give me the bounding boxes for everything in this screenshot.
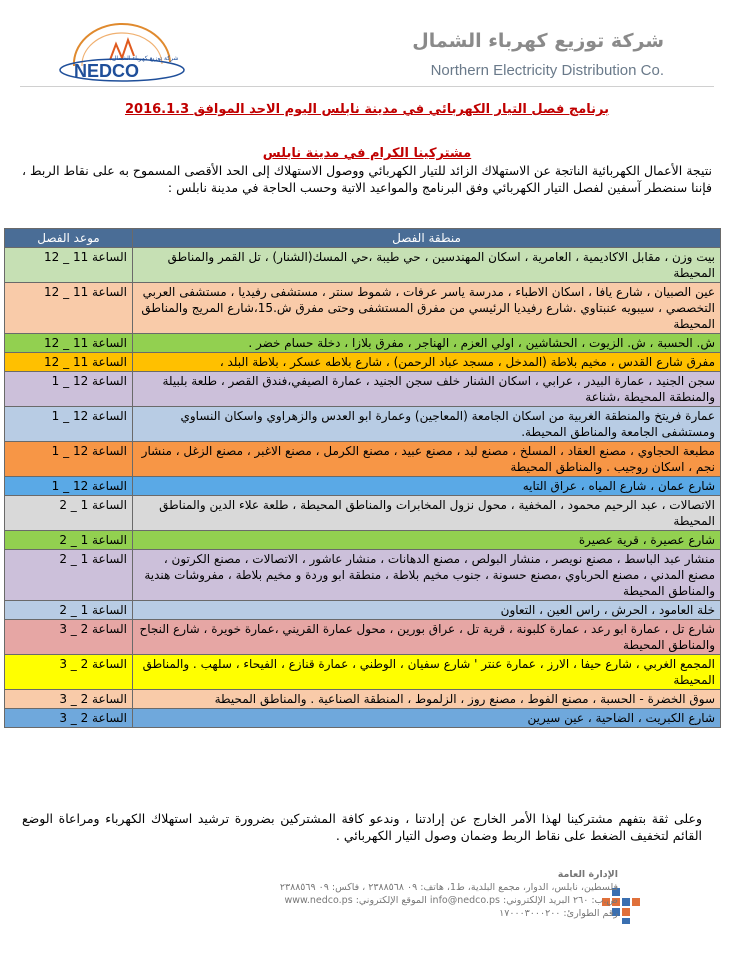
cell-time: الساعة 2 _ 3 (5, 709, 133, 728)
closing-paragraph: وعلى ثقة بتفهم مشتركينا لهذا الأمر الخارج عن إرادتنا ، وندعو كافة المشتركين بضرورة ترشيد استهلاك الكهرباء ومراعاة الوضع القائم لتخفيف الضغط على نقاط الربط وضمان وصول التيار الكهربائي . (22, 811, 702, 843)
page-title: برنامج فصل التيار الكهربائي في مدينة نابلس اليوم الاحد الموافق 2016.1.3 (124, 102, 609, 117)
cell-time: الساعة 2 _ 3 (5, 620, 133, 655)
footer-label: الإدارة العامة (557, 869, 618, 880)
outage-schedule-table (4, 228, 721, 728)
table-row (5, 442, 721, 477)
cell-area: سجن الجنيد ، عمارة البيدر ، عرابي ، اسكان الشنار خلف سجن الجنيد ، عمارة الصيفي،فندق القصر ، طلعة بلبيلة والمنطقة المحيطة ،شناعة (133, 372, 721, 407)
table-row (5, 477, 721, 496)
svg-text:شركة توزيع كهرباء الشمال: شركة توزيع كهرباء الشمال (112, 55, 179, 62)
cell-area: شارع الكبريت ، الضاحية ، عين سيرين (133, 709, 721, 728)
cell-time: الساعة 11 _ 12 (5, 283, 133, 334)
company-name-arabic: شركة توزيع كهرباء الشمال (412, 30, 664, 52)
table-row (5, 531, 721, 550)
table-row (5, 353, 721, 372)
table-row (5, 248, 721, 283)
table-row (5, 655, 721, 690)
cell-time: الساعة 12 _ 1 (5, 477, 133, 496)
footer-contact: ص.ب: ٢٦٠ البريد الإلكتروني: info@nedco.ps الموقع الإلكتروني: www.nedco.ps (284, 895, 618, 906)
cell-time: الساعة 2 _ 3 (5, 655, 133, 690)
cell-time: الساعة 1 _ 2 (5, 550, 133, 601)
footer-address: فلسطين، نابلس، الدوار، مجمع البلدية، ط1، هاتف: ٠٩ ٢٣٨٨٥٦٨ ، فاكس: ٠٩ ٢٣٨٨٥٦٩ (279, 882, 618, 893)
footer-emergency: رقم الطوارئ: ١٧٠٠٠٣٠٠٠٢٠٠ (499, 908, 618, 919)
cell-area: شارع عصيرة ، قرية عصيرة (133, 531, 721, 550)
table-row (5, 496, 721, 531)
cell-area: الاتصالات ، عبد الرحيم محمود ، المخفية ، محول نزول المخابرات والمناطق المحيطة ، طلعة علاء الدين والمناطق المحيطة (133, 496, 721, 531)
cell-time: الساعة 1 _ 2 (5, 531, 133, 550)
cell-time: الساعة 12 _ 1 (5, 372, 133, 407)
cell-area: مطبعة الحجاوي ، مصنع العقاد ، المسلخ ، مصنع لبد ، مصنع عبيد ، مصنع الكرمل ، مصنع الاغبر ، مصنع الزغل ، منشار نجم ، اسكان روجيب . والمناطق المحيطة (133, 442, 721, 477)
footer-contact-block (178, 868, 618, 920)
table-row (5, 709, 721, 728)
table-row (5, 334, 721, 353)
table-row (5, 620, 721, 655)
cell-area: منشار عبد الباسط ، مصنع نويصر ، منشار البولص ، مصنع الدهانات ، منشار عاشور ، الاتصالات ، مصنع الكرتون ، مصنع المدني ، مصنع الحرباوي ،مصنع حسونة ، جنوب مخيم بلاطة ، منطقة ابو وردة و مخيم بلاطة ، مفروشات هندية والمناطق المحيطة (133, 550, 721, 601)
header-time: موعد الفصل (5, 229, 133, 248)
cell-area: المجمع الغربي ، شارع حيفا ، الارز ، عمارة عنتر ' شارع سفيان ، الوطني ، عمارة قنازع ، الفيحاء ، سلهب . والمناطق المحيطة (133, 655, 721, 690)
cell-area: مفرق شارع القدس ، مخيم بلاطة (المدخل ، مسجد عباد الرحمن) ، شارع بلاطه عسكر ، بلاطة البلد ، (133, 353, 721, 372)
cell-time: الساعة 11 _ 12 (5, 334, 133, 353)
cell-area: ش. الحسبة ، ش. الزيوت ، الحشاشين ، اولي العزم ، الهناجر ، مفرق بلازا ، دخلة حسام خضر . (133, 334, 721, 353)
cell-area: سوق الخضرة - الحسبة ، مصنع الفوط ، مصنع روز ، الزلموط ، المنطقة الصناعية . والمناطق المحيطة (133, 690, 721, 709)
greeting-heading: مشتركينا الكرام في مدينة نابلس (262, 146, 472, 161)
company-name-english: Northern Electricity Distribution Co. (430, 62, 664, 79)
cell-area: خلة العامود ، الحرش ، راس العين ، التعاون (133, 601, 721, 620)
table-header-row (5, 229, 721, 248)
table-row (5, 601, 721, 620)
cell-area: بيت وزن ، مقابل الاكاديمية ، العامرية ، اسكان المهندسين ، حي طيبة ،حي المسك(الشنار) ، تل القمر والمناطق المحيطة (133, 248, 721, 283)
cell-time: الساعة 1 _ 2 (5, 496, 133, 531)
cell-area: شارع عمان ، شارع المياه ، عراق التايه (133, 477, 721, 496)
header-area: منطقة الفصل (133, 229, 721, 248)
cell-time: الساعة 12 _ 1 (5, 442, 133, 477)
cell-time: الساعة 11 _ 12 (5, 248, 133, 283)
svg-text:NEDCO: NEDCO (74, 61, 140, 81)
table-row (5, 407, 721, 442)
cell-time: الساعة 1 _ 2 (5, 601, 133, 620)
table-row (5, 550, 721, 601)
header-divider (20, 86, 714, 87)
cell-time: الساعة 11 _ 12 (5, 353, 133, 372)
cell-time: الساعة 12 _ 1 (5, 407, 133, 442)
table-row (5, 283, 721, 334)
cell-time: الساعة 2 _ 3 (5, 690, 133, 709)
cell-area: شارع تل ، عمارة ابو رعد ، عمارة كلبونة ، قرية تل ، عراق بورين ، محول عمارة القريني ،عمارة خويرة ، شارع النجاح والمناطق المحيطة (133, 620, 721, 655)
cell-area: عمارة فريتخ والمنطقة الغربية من اسكان الجامعة (المعاجين) وعمارة ابو العدس والزهراوي واسكان النساوي ومستشفى الجامعة والمناطق المحيطة. (133, 407, 721, 442)
table-row (5, 372, 721, 407)
nedco-logo (52, 22, 202, 84)
table-row (5, 690, 721, 709)
cell-area: عين الصبيان ، شارع يافا ، اسكان الاطباء ، مدرسة ياسر عرفات ، شموط سنتر ، مستشفى رفيديا ، مستشفى العربي التخصصي ، سيبويه عنبتاوي .شارع رفيديا الرئيسي من مفرق المستشفى وحتى مفرق ش.15،شارع المريج والمناطق المحيطة (133, 283, 721, 334)
intro-paragraph: نتيجة الأعمال الكهربائية الناتجة عن الاستهلاك الزائد للتيار الكهربائي ووصول الاستهلاك إلى الحد الأقصى المسموح به على نقاط الربط ، فإننا سنضطر آسفين لفصل التيار الكهربائي وفق البرنامج والمواعيد الاتية وحسب الحاجة في مدينة نابلس : (22, 163, 712, 195)
